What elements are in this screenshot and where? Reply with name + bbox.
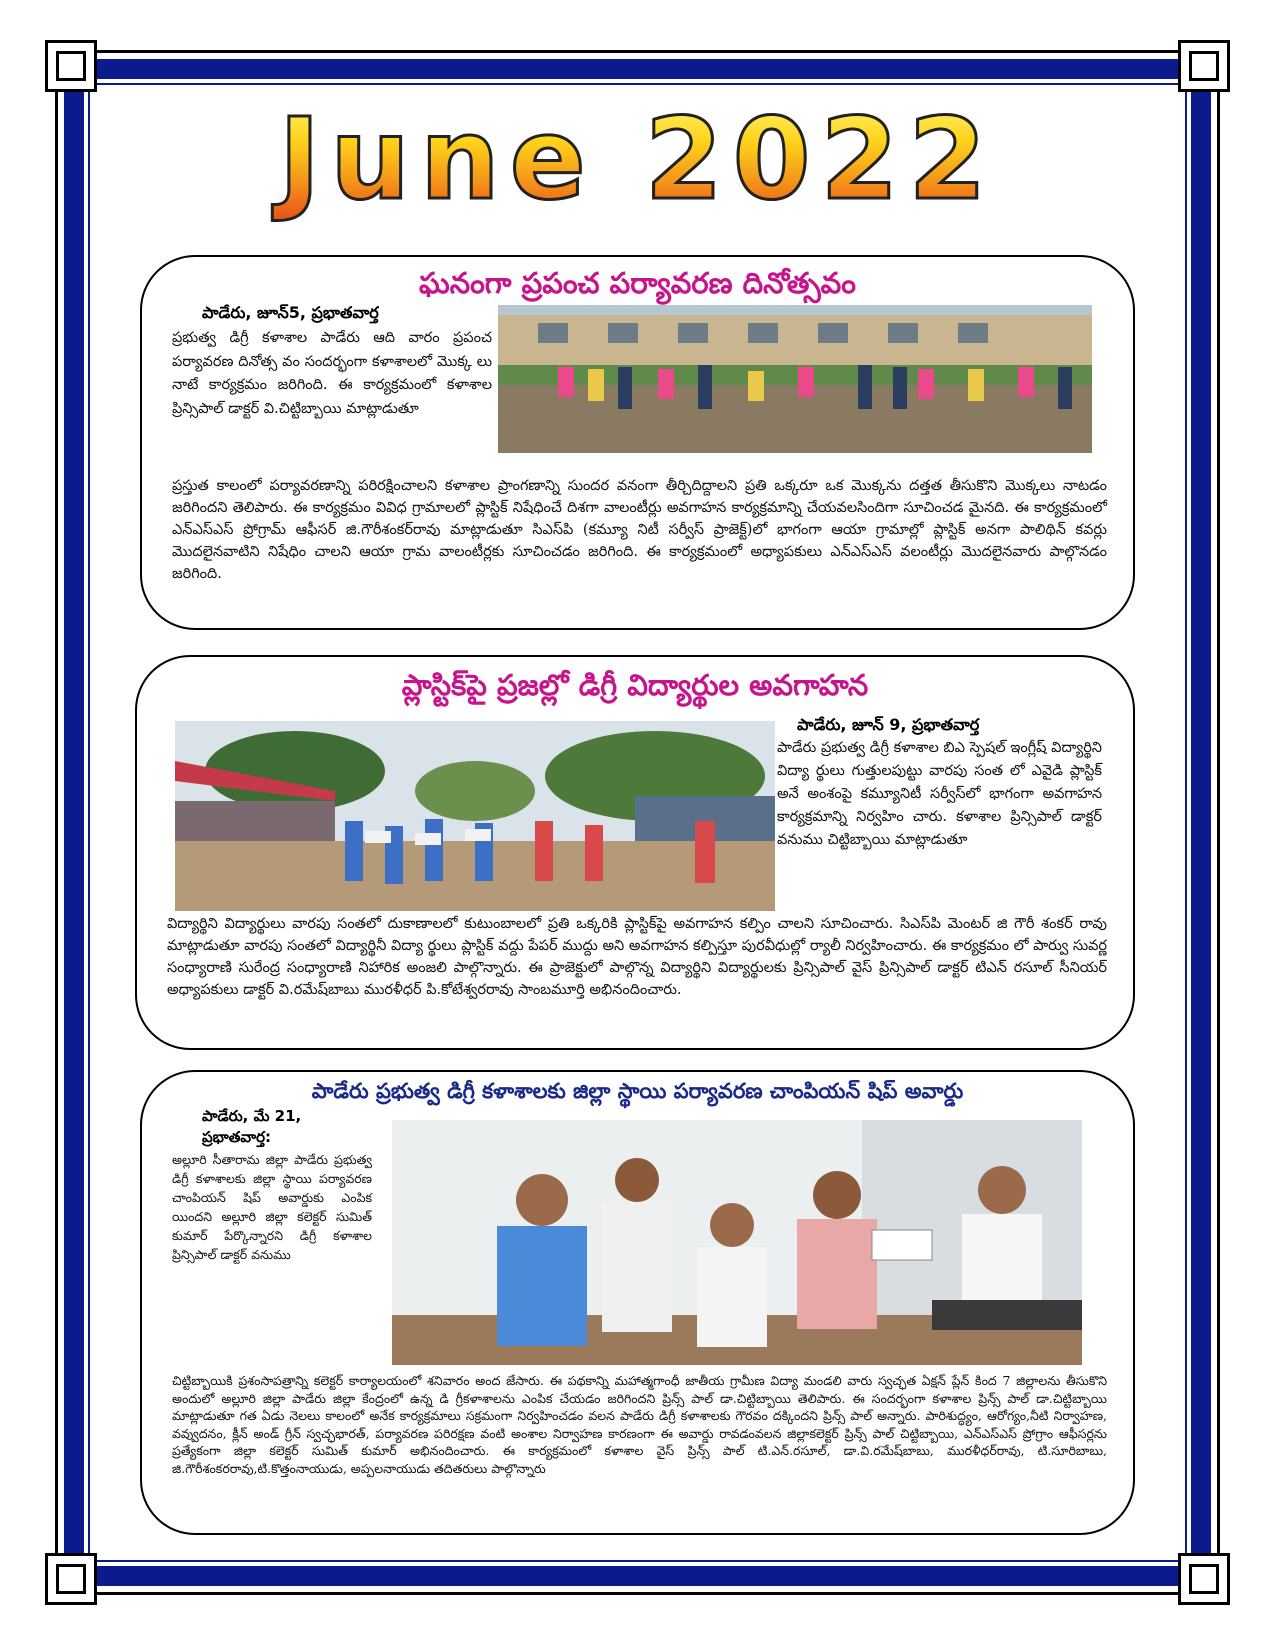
article-plastic-awareness — [135, 655, 1135, 1050]
border-corner-top-right — [1178, 40, 1230, 92]
article-body-text: విద్యార్థిని విద్యార్థులు వారపు సంతలో దుకాణాలలో కుటుంబాలలో ప్రతి ఒక్కరికి ప్లాస్టిక్‌పై అవగాహన కల్పిం చాలని సూచించారు. సిఎస్‌పి మెంటర్ జి గౌరీ శంకర్ రావు మాట్లాడుతూ వారపు సంతలో విద్యార్థినీ విద్యా ర్థులు ప్లాస్టిక్ వద్దు పేపర్ ముద్దు అని అవగాహన కల్పిస్తూ పురవీధుల్లో ర్యాలీ నిర్వహించారు. ఈ కార్యక్రమం లో పార్వు సువర్ణ సంధ్యారాణి సురేంద్ర సంధ్యారాణి నిహారిక అంజలి పాల్గొన్నారు. ఈ ప్రాజెక్టులో పాల్గొన్న విద్యార్థిని విద్యార్థులకు ప్రిన్సిపాల్ వైస్ ప్రిన్సిపాల్ డాక్టర్ టిఎన్ రసూల్ సీనియర్ అధ్యాపకులు డాక్టర్ వి.రమేష్‌బాబు మురళీధర్ పి.కోటేశ్వరరావు సాంబమూర్తి అభినందించారు. — [167, 916, 1107, 998]
article-column-text: అల్లూరి సీతారామ జిల్లా పాడేరు ప్రభుత్వ డిగ్రీ కళాశాలకు జిల్లా స్థాయి పర్యావరణ చాంపియన్ షిప్ అవార్డుకు ఎంపిక యిందని అల్లూరి జిల్లా కలెక్టర్ సుమిత్ కుమార్ పేర్కొన్నారని డిగ్రీ కళాశాల ప్రిన్సిపాల్ డాక్టర్ వనుము — [172, 1152, 372, 1262]
article-column-text: ప్రభుత్వ డిగ్రీ కళాశాల పాడేరు ఆది వారం ప్రపంచ పర్యావరణ దినోత్స వం సందర్భంగా కళాశాలలో మొక్క లు నాటే కార్యక్రమం జరిగింది. ఈ కార్యక్రమంలో కళాశాల ప్రిన్సిపాల్ డాక్టర్ వి.చిట్టిబ్బాయి మాట్లాడుతూ — [172, 330, 492, 417]
article-column-text: పాడేరు ప్రభుత్వ డిగ్రీ కళాశాల బిఎ స్పెషల్ ఇంగ్లీష్ విద్యార్థిని విద్యా ర్థులు గుత్తులపుట్టు వారపు సంత లో ఎవైడి ప్లాస్టిక్ అనే అంశంపై కమ్యూనిటీ సర్వీస్‌లో భాగంగా అవగాహన కార్యక్రమాన్ని నిర్వహిం చారు. కళాశాల ప్రిన్సిపాల్ డాక్టర్ వనుము చిట్టిబ్బాయి మాట్లాడుతూ — [777, 740, 1102, 848]
article-body-text: చిట్టిబ్బాయికి ప్రశంసాపత్రాన్ని కలెక్టర్ కార్యాలయంలో శనివారం అంద జేసారు. ఈ పథకాన్ని మహాత్మగాంధీ జాతీయ గ్రామీణ విద్యా మండలి వారు స్వచ్ఛత ఏక్షన్ ప్లేన్ కింద 7 జిల్లాలను తీసుకొని అందులో అల్లూరి జిల్లా పాడేరు జిల్లా కేంద్రంలో ఉన్న డి గ్రీకళాశాలను ఎంపిక చేయడం జరిగిందని ప్రిన్స్ పాల్ డా.చిట్టిబ్బాయి తెలిపారు. ఈ సందర్భంగా కళాశాల ప్రిన్స్ పాల్ డా.చిట్టిబ్బాయి మాట్లాడుతూ గత ఏడు నెలలు కాలంలో అనేక కార్యక్రమాలు సక్రమంగా నిర్వహించడం వలన పాడేరు డిగ్రీ కళాశాలకు గౌరవం దక్కిందని ప్రిన్స్ పాల్ అన్నారు. పారిశుద్ధ్యం, ఆరోగ్యం,నీటి నిర్వాహణ, వవ్వుదనం, క్లీన్ అండ్ గ్రీన్ స్వచ్ఛభారత్, పర్యావరణ పరిరక్షణ వంటి అంశాల నిర్వాహణ కారణంగా ఈ అవార్డు రావడంవలన జిల్లాకలెక్టర్ ప్రిన్స్ పాల్ చిట్టిబ్బాయి, ఎన్ఎస్ఎస్ ప్రోగ్రాం ఆఫీసర్లను ప్రత్యేకంగా జిల్లా కలెక్టర్ సుమిత్ కుమార్ అభినందించారు. ఈ కార్యక్రమంలో కళాశాల వైస్ ప్రిన్స్ పాల్ టి.ఎన్.రసూల్, డా.వి.రమేష్‌బాబు, మురళీధర్‌రావు, టి.సూరిబాబు, జి.గౌరీశంకరరావు,టి.కొత్తంనాయుడు, అప్పలనాయుడు తదితరులు పాల్గొన్నారు — [172, 1373, 1107, 1476]
article-headline: ఘనంగా ప్రపంచ పర్యావరణ దినోత్సవం — [419, 266, 856, 300]
border-corner-bottom-right — [1178, 1553, 1230, 1605]
article-byline: పాడేరు, మే 21, ప్రభాతవార్త: — [202, 1107, 302, 1146]
tree-planting-photo — [498, 305, 1092, 453]
award-handover-photo — [392, 1120, 1082, 1365]
article-headline: పాడేరు ప్రభుత్వ డిగ్రీ కళాశాలకు జిల్లా స్థాయి పర్యావరణ చాంపియన్ షిప్ అవార్డు — [311, 1079, 964, 1103]
article-environment-award — [140, 1070, 1135, 1535]
article-byline: పాడేరు, జూన్5, ప్రభాతవార్త — [202, 303, 379, 322]
market-rally-photo — [175, 721, 775, 911]
article-headline: ప్లాస్టిక్‌పై ప్రజల్లో డిగ్రీ విద్యార్థుల అవగాహన — [401, 668, 869, 702]
article-environment-day — [140, 255, 1135, 630]
border-corner-bottom-left — [45, 1553, 97, 1605]
article-body-text: ప్రస్తుత కాలంలో పర్యావరణాన్ని పరిరక్షించాలని కళాశాల ప్రాంగణాన్ని సుందర వనంగా తీర్చిదిద్దాలని ప్రతి ఒక్కరూ ఒక మొక్కను దత్తత తీసుకొని మొక్కలు నాటడం జరిగిందని తెలిపారు. ఈ కార్యక్రమం వివిధ గ్రామాలలో ప్లాస్టిక్ నిషేధించే దిశగా వాలంటీర్లు అవగాహన కార్యక్రమాన్ని చేయవలసిందిగా సూచించడ మైనది. ఈ కార్యక్రమంలో ఎన్ఎస్ఎస్ ప్రోగ్రామ్ ఆఫీసర్ జి.గౌరీశంకర్‌రావు మాట్లాడుతూ సిఎస్‌పి (కమ్యూ నిటీ సర్వీస్ ప్రాజెక్ట్)లో భాగంగా ఆయా గ్రామాల్లో ప్లాస్టిక్ అనగా పాలిథిన్ కవర్లు మొదలైనవాటిని నిషేధిం చాలని ఆయా గ్రామ వాలంటీర్లకు సూచించడం జరిగింది. ఈ కార్యక్రమంలో అధ్యాపకులు ఎన్ఎస్ఎస్ వలంటీర్లు మొదలైనవారు పాల్గొనడం జరిగింది. — [172, 478, 1107, 582]
border-corner-top-left — [45, 40, 97, 92]
page-title: June 2022 — [0, 100, 1275, 220]
article-byline: పాడేరు, జూన్ 9, ప్రభాతవార్త — [797, 715, 980, 734]
